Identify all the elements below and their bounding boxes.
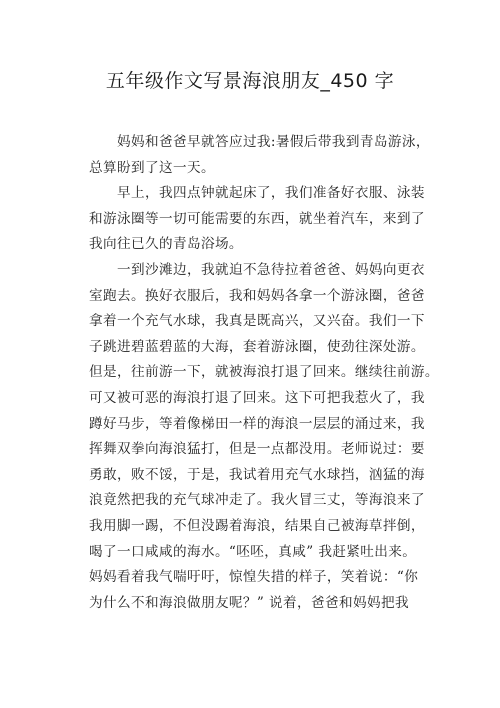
body-line: 妈妈看着我气喘吁吁，惊惶失措的样子，笑着说：“你 bbox=[89, 569, 419, 586]
body-line: 我用脚一踢，不但没踢着海浪，结果自己被海草拌倒， bbox=[89, 517, 425, 534]
body-line: 浪竟然把我的充气球冲走了。我火冒三丈，等海浪来了 bbox=[89, 492, 425, 509]
body-line: 可又被可恶的海浪打退了回来。这下可把我惹火了，我 bbox=[89, 389, 425, 406]
body-line: 妈妈和爸爸早就答应过我:暑假后带我到青岛游泳， bbox=[117, 134, 430, 150]
document-title: 五年级作文写景海浪朋友_450 字 bbox=[105, 70, 395, 92]
body-line: 总算盼到了这一天。 bbox=[89, 159, 215, 176]
body-line: 但是，往前游一下，就被海浪打退了回来。继续往前游。 bbox=[89, 364, 439, 381]
body-line: 挥舞双拳向海浪猛打，但是一点都没用。老师说过：要 bbox=[89, 441, 425, 458]
body-line: 一到沙滩边，我就迫不急待拉着爸爸、妈妈向更衣 bbox=[117, 261, 425, 278]
body-line: 蹲好马步，等着像梯田一样的海浪一层层的涌过来，我 bbox=[89, 415, 425, 432]
body-line: 室跑去。换好衣服后，我和妈妈各拿一个游泳圈，爸爸 bbox=[89, 287, 425, 304]
body-line: 我向往已久的青岛浴场。 bbox=[89, 236, 243, 253]
body-line: 勇敢，败不馁，于是，我试着用充气水球挡，汹猛的海 bbox=[89, 466, 425, 483]
body-line: 喝了一口咸咸的海水。“呸呸，真咸” 我赶紧吐出来。 bbox=[89, 543, 417, 560]
body-line: 子跳进碧蓝碧蓝的大海，套着游泳圈，使劲往深处游。 bbox=[89, 338, 425, 355]
body-line: 为什么不和海浪做朋友呢？” 说着，爸爸和妈妈把我 bbox=[89, 594, 409, 611]
body-line: 拿着一个充气水球，我真是既高兴，又兴奋。我们一下 bbox=[89, 313, 425, 330]
document-body bbox=[89, 130, 439, 616]
body-line: 和游泳圈等一切可能需要的东西，就坐着汽车，来到了 bbox=[89, 210, 425, 227]
body-line: 早上，我四点钟就起床了，我们准备好衣服、泳装 bbox=[117, 185, 425, 202]
